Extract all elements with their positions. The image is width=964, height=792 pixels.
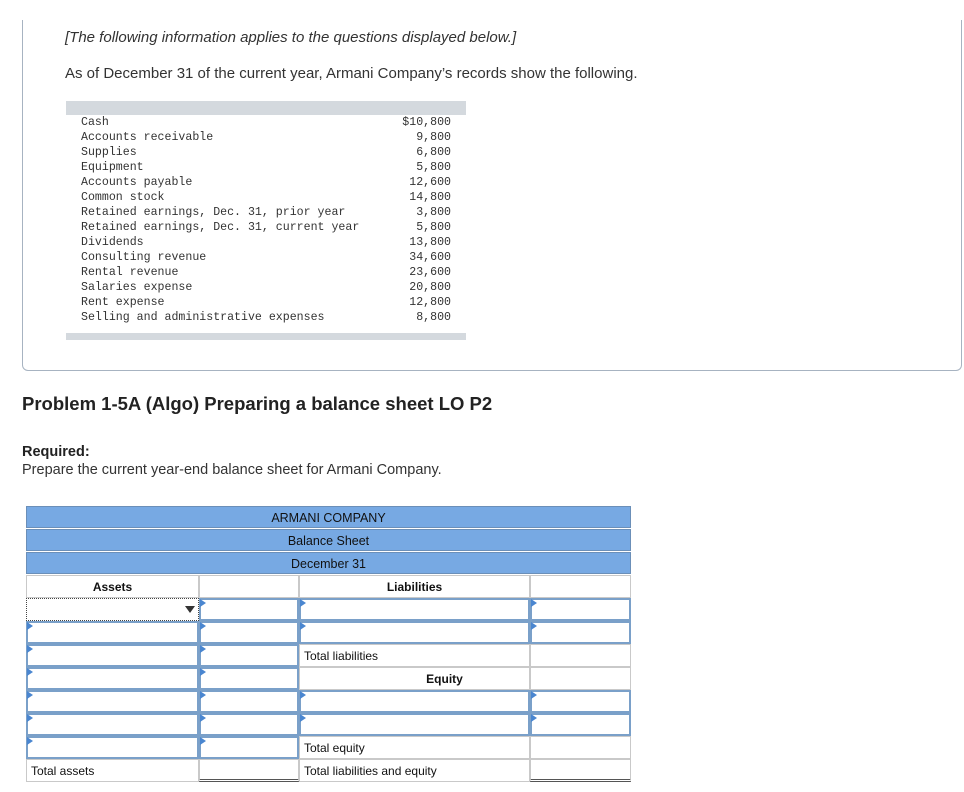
assets-heading: Assets xyxy=(92,580,133,594)
liability-account-input-2[interactable] xyxy=(299,621,530,644)
equity-account-input-1[interactable] xyxy=(299,690,530,713)
ledger-row xyxy=(81,266,451,281)
intro-text: [The following information applies to the questions displayed below.] xyxy=(65,29,517,46)
ledger-row xyxy=(81,131,451,146)
total-liabilities-label: Total liabilities xyxy=(304,649,379,663)
ledger-account-label: Retained earnings, Dec. 31, prior year xyxy=(81,206,346,219)
assets-heading-amount xyxy=(199,575,299,598)
ledger-account-label: Accounts receivable xyxy=(81,131,214,144)
total-assets-cell xyxy=(26,759,199,782)
equity-amount-input-2[interactable] xyxy=(530,713,631,736)
ledger-row xyxy=(81,116,451,131)
total-liab-equity-label: Total liabilities and equity xyxy=(304,764,437,778)
ledger-account-value: 3,800 xyxy=(416,206,451,219)
ledger-account-label: Cash xyxy=(81,116,109,129)
total-equity-amount xyxy=(530,736,631,759)
liability-amount-input-1[interactable] xyxy=(530,598,631,621)
asset-amount-input-2[interactable] xyxy=(199,621,299,644)
chevron-down-icon[interactable] xyxy=(185,606,195,613)
ledger-row xyxy=(81,251,451,266)
equity-heading-amount xyxy=(530,667,631,690)
ledger-row xyxy=(81,161,451,176)
ledger-account-value: 12,800 xyxy=(409,296,451,309)
asset-account-dropdown-1[interactable] xyxy=(26,598,199,621)
ledger-row xyxy=(81,176,451,191)
total-liabilities-amount xyxy=(530,644,631,667)
ledger-account-label: Common stock xyxy=(81,191,165,204)
ledger-footer-bar xyxy=(66,333,466,340)
ledger-account-value: 34,600 xyxy=(409,251,451,264)
assets-heading-cell xyxy=(26,575,199,598)
statement-date: December 31 xyxy=(26,552,631,574)
ledger-row xyxy=(81,146,451,161)
liabilities-heading-amount xyxy=(530,575,631,598)
liability-amount-input-2[interactable] xyxy=(530,621,631,644)
liability-account-input-1[interactable] xyxy=(299,598,530,621)
ledger-row xyxy=(81,191,451,206)
records-text: As of December 31 of the current year, Armani Company’s records show the following. xyxy=(65,65,638,82)
ledger-account-value: 8,800 xyxy=(416,311,451,324)
asset-amount-input-3[interactable] xyxy=(199,644,299,667)
ledger-account-label: Dividends xyxy=(81,236,144,249)
asset-account-input-3[interactable] xyxy=(26,644,199,667)
ledger-table xyxy=(66,101,466,340)
asset-account-input-2[interactable] xyxy=(26,621,199,644)
equity-heading: Equity xyxy=(426,672,463,686)
equity-heading-cell xyxy=(299,667,530,690)
ledger-account-value: 12,600 xyxy=(409,176,451,189)
asset-amount-input-1[interactable] xyxy=(199,598,299,621)
asset-account-input-7[interactable] xyxy=(26,736,199,759)
total-assets-amount xyxy=(199,759,299,782)
ledger-account-value: 9,800 xyxy=(416,131,451,144)
ledger-account-value: 23,600 xyxy=(409,266,451,279)
ledger-account-label: Consulting revenue xyxy=(81,251,207,264)
ledger-account-value: 5,800 xyxy=(416,161,451,174)
required-heading: Required: xyxy=(22,444,90,460)
ledger-account-label: Accounts payable xyxy=(81,176,193,189)
ledger-account-value: 13,800 xyxy=(409,236,451,249)
ledger-row xyxy=(81,206,451,221)
asset-amount-input-5[interactable] xyxy=(199,690,299,713)
ledger-account-label: Selling and administrative expenses xyxy=(81,311,325,324)
liabilities-heading: Liabilities xyxy=(386,580,443,594)
asset-amount-input-6[interactable] xyxy=(199,713,299,736)
required-text: Prepare the current year-end balance sheet for Armani Company. xyxy=(22,462,442,478)
asset-amount-input-7[interactable] xyxy=(199,736,299,759)
ledger-account-value: 14,800 xyxy=(409,191,451,204)
ledger-account-label: Salaries expense xyxy=(81,281,193,294)
total-equity-cell xyxy=(299,736,530,759)
company-name: ARMANI COMPANY xyxy=(26,506,631,528)
ledger-header-bar xyxy=(66,101,466,115)
ledger-account-label: Equipment xyxy=(81,161,144,174)
total-liab-equity-amount xyxy=(530,759,631,782)
ledger-account-value: 5,800 xyxy=(416,221,451,234)
ledger-row xyxy=(81,296,451,311)
total-equity-label: Total equity xyxy=(304,741,365,755)
ledger-row xyxy=(81,281,451,296)
statement-name: Balance Sheet xyxy=(26,529,631,551)
problem-title: Problem 1-5A (Algo) Preparing a balance sheet LO P2 xyxy=(22,393,493,414)
ledger-row xyxy=(81,311,451,326)
ledger-account-value: $10,800 xyxy=(402,116,451,129)
total-assets-label: Total assets xyxy=(31,764,95,778)
ledger-row xyxy=(81,221,451,236)
total-liabilities-cell xyxy=(299,644,530,667)
asset-account-input-5[interactable] xyxy=(26,690,199,713)
ledger-account-value: 6,800 xyxy=(416,146,451,159)
asset-account-input-6[interactable] xyxy=(26,713,199,736)
equity-account-input-2[interactable] xyxy=(299,713,530,736)
ledger-account-label: Supplies xyxy=(81,146,137,159)
ledger-account-label: Rent expense xyxy=(81,296,165,309)
equity-amount-input-1[interactable] xyxy=(530,690,631,713)
ledger-account-label: Retained earnings, Dec. 31, current year xyxy=(81,221,360,234)
total-liab-equity-cell xyxy=(299,759,530,782)
ledger-account-value: 20,800 xyxy=(409,281,451,294)
asset-account-input-4[interactable] xyxy=(26,667,199,690)
asset-amount-input-4[interactable] xyxy=(199,667,299,690)
ledger-row xyxy=(81,236,451,251)
liabilities-heading-cell xyxy=(299,575,530,598)
ledger-account-label: Rental revenue xyxy=(81,266,179,279)
